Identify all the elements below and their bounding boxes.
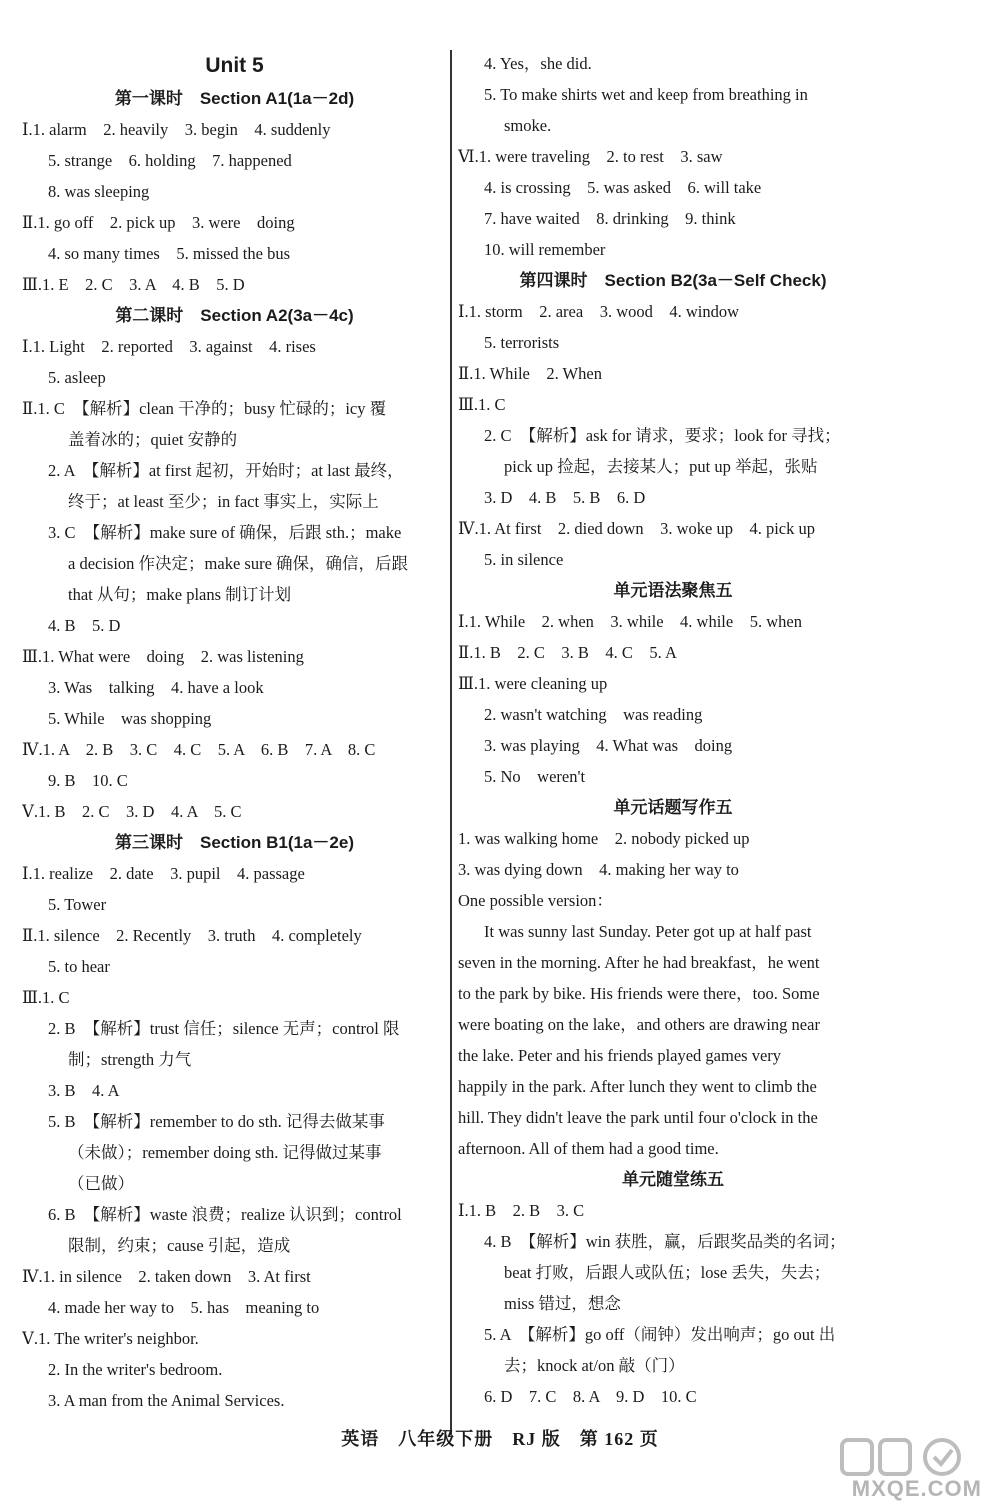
answer-line: 2. A 【解析】at first 起初，开始时；at last 最终，	[48, 461, 404, 480]
answer-line: 5. in silence	[484, 550, 564, 569]
left-column	[22, 48, 447, 1416]
answer-line: seven in the morning. After he had breakfast，he went	[458, 953, 820, 972]
answer-line: Ⅲ.1. were cleaning up	[458, 674, 608, 693]
answer-line: that 从句；make plans 制订计划	[68, 585, 292, 604]
answer-line: One possible version：	[458, 891, 613, 910]
answer-line: 4. is crossing 5. was asked 6. will take	[484, 178, 762, 197]
answer-line: 10. will remember	[484, 240, 606, 259]
answer-line: 5. B 【解析】remember to do sth. 记得去做某事	[48, 1112, 385, 1131]
answer-line: 1. was walking home 2. nobody picked up	[458, 829, 750, 848]
answer-line: Ⅱ.1. go off 2. pick up 3. were doing	[22, 213, 295, 232]
answer-line: 4. Yes，she did.	[484, 54, 592, 73]
answer-line: 5. A 【解析】go off（闹钟）发出响声；go out 出	[484, 1325, 836, 1344]
answer-line: 7. have waited 8. drinking 9. think	[484, 209, 736, 228]
answer-line: Ⅰ.1. Light 2. reported 3. against 4. rises	[22, 337, 316, 356]
answer-line: 4. made her way to 5. has meaning to	[48, 1298, 320, 1317]
answer-line: 5. To make shirts wet and keep from breathing in	[484, 85, 808, 104]
section-heading: 第一课时 Section A1(1a－2d)	[114, 89, 355, 108]
answer-line: 5. No weren't	[484, 767, 586, 786]
answer-line: 盖着冰的；quiet 安静的	[68, 430, 238, 449]
answer-line: 限制，约束；cause 引起，造成	[68, 1236, 291, 1255]
answer-line: 3. was dying down 4. making her way to	[458, 860, 739, 879]
answer-line: smoke.	[504, 116, 552, 135]
section-heading: 第四课时 Section B2(3a－Self Check)	[519, 271, 827, 290]
answer-line: afternoon. All of them had a good time.	[458, 1139, 719, 1158]
unit-title: Unit 5	[205, 54, 264, 77]
answer-line: It was sunny last Sunday. Peter got up at half past	[484, 922, 812, 941]
answer-line: pick up 捡起，去接某人；put up 举起，张贴	[504, 457, 818, 476]
answer-line: the lake. Peter and his friends played games very	[458, 1046, 782, 1065]
answer-line: 3. A man from the Animal Services.	[48, 1391, 285, 1410]
answer-line: happily in the park. After lunch they went to climb the	[458, 1077, 817, 1096]
answer-line: 2. In the writer's bedroom.	[48, 1360, 223, 1379]
answer-line: Ⅵ.1. were traveling 2. to rest 3. saw	[458, 147, 723, 166]
answer-line: 5. terrorists	[484, 333, 560, 352]
answer-line: Ⅰ.1. realize 2. date 3. pupil 4. passage	[22, 864, 305, 883]
answer-line: Ⅱ.1. B 2. C 3. B 4. C 5. A	[458, 643, 677, 662]
answer-line: a decision 作决定；make sure 确保，确信，后跟	[68, 554, 409, 573]
answer-line: 3. was playing 4. What was doing	[484, 736, 733, 755]
watermark-text: MXQE.COM	[851, 1476, 982, 1501]
answer-line: 5. Tower	[48, 895, 107, 914]
section-heading: 第三课时 Section B1(1a－2e)	[115, 833, 354, 852]
answer-line: Ⅴ.1. B 2. C 3. D 4. A 5. C	[22, 802, 242, 821]
answer-line: 9. B 10. C	[48, 771, 128, 790]
answer-line: beat 打败，后跟人或队伍；lose 丢失，失去；	[504, 1263, 831, 1282]
answer-line: 5. strange 6. holding 7. happened	[48, 151, 292, 170]
right-column	[458, 48, 888, 1412]
answer-line: Ⅳ.1. in silence 2. taken down 3. At first	[22, 1267, 311, 1286]
answer-line: 2. B 【解析】trust 信任；silence 无声；control 限	[48, 1019, 400, 1038]
answer-line: 5. to hear	[48, 957, 110, 976]
answer-line: Ⅱ.1. C 【解析】clean 干净的；busy 忙碌的；icy 覆	[22, 399, 387, 418]
answer-line: miss 错过，想念	[504, 1294, 621, 1313]
answer-line: 4. B 5. D	[48, 616, 121, 635]
answer-line: Ⅱ.1. silence 2. Recently 3. truth 4. completely	[22, 926, 362, 945]
section-heading: 单元随堂练五	[622, 1170, 724, 1189]
answer-line: Ⅲ.1. What were doing 2. was listening	[22, 647, 304, 666]
answer-line: 3. C 【解析】make sure of 确保，后跟 sth.；make	[48, 523, 402, 542]
answer-line: Ⅰ.1. storm 2. area 3. wood 4. window	[458, 302, 740, 321]
answer-line: hill. They didn't leave the park until four o'clock in the	[458, 1108, 818, 1127]
answer-line: Ⅲ.1. C	[458, 395, 506, 414]
answer-line: were boating on the lake，and others are drawing near	[458, 1015, 820, 1034]
answer-line: to the park by bike. His friends were there，too. Some	[458, 984, 820, 1003]
section-heading: 第二课时 Section A2(3a－4c)	[115, 306, 354, 325]
answer-line: 2. wasn't watching was reading	[484, 705, 703, 724]
answer-line: 6. D 7. C 8. A 9. D 10. C	[484, 1387, 697, 1406]
answer-line: （已做）	[68, 1174, 134, 1193]
answer-line: 去；knock at/on 敲（门）	[504, 1356, 685, 1375]
answer-line: 4. B 【解析】win 获胜，赢，后跟奖品类的名词；	[484, 1232, 846, 1251]
answer-line: 终于；at least 至少；in fact 事实上，实际上	[68, 492, 379, 511]
answer-line: Ⅳ.1. A 2. B 3. C 4. C 5. A 6. B 7. A 8. C	[22, 740, 376, 759]
answer-line: Ⅰ.1. B 2. B 3. C	[458, 1201, 585, 1220]
answer-line: Ⅳ.1. At first 2. died down 3. woke up 4. pick up	[458, 519, 815, 538]
answer-line: 5. asleep	[48, 368, 106, 387]
answer-line: 制；strength 力气	[68, 1050, 192, 1069]
answer-line: 3. B 4. A	[48, 1081, 120, 1100]
answer-line: Ⅴ.1. The writer's neighbor.	[22, 1329, 199, 1348]
answer-line: 3. D 4. B 5. B 6. D	[484, 488, 646, 507]
section-heading: 单元语法聚焦五	[613, 581, 733, 600]
section-heading: 单元话题写作五	[613, 798, 733, 817]
answer-line: 8. was sleeping	[48, 182, 150, 201]
answer-line: Ⅰ.1. alarm 2. heavily 3. begin 4. suddenly	[22, 120, 331, 139]
answer-line: Ⅲ.1. C	[22, 988, 70, 1007]
column-divider	[450, 50, 452, 1435]
page-footer: 英语 八年级下册 RJ 版 第 162 页	[341, 1429, 659, 1449]
answer-line: 4. so many times 5. missed the bus	[48, 244, 290, 263]
answer-line: 6. B 【解析】waste 浪费；realize 认识到；control	[48, 1205, 402, 1224]
answer-line: （未做）；remember doing sth. 记得做过某事	[68, 1143, 382, 1162]
answer-line: 3. Was talking 4. have a look	[48, 678, 264, 697]
answer-line: Ⅲ.1. E 2. C 3. A 4. B 5. D	[22, 275, 245, 294]
answer-line: Ⅰ.1. While 2. when 3. while 4. while 5. when	[458, 612, 802, 631]
answer-line: Ⅱ.1. While 2. When	[458, 364, 602, 383]
answer-line: 5. While was shopping	[48, 709, 212, 728]
answer-line: 2. C 【解析】ask for 请求，要求；look for 寻找；	[484, 426, 841, 445]
